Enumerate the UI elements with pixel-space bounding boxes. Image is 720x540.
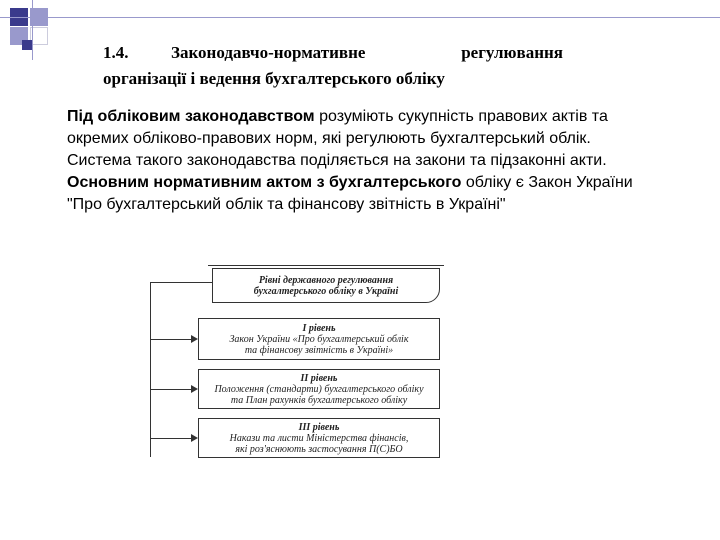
level-1-box [198, 318, 440, 360]
connector-level-3 [150, 438, 191, 439]
arrow-level-1 [191, 335, 198, 343]
p2-bold-1: Основним нормативним актом з [67, 174, 325, 191]
level-3-box [198, 418, 440, 458]
header-line-2: бухгалтерського обліку в Україні [253, 286, 399, 297]
level-2-box [198, 369, 440, 409]
p1-bold: Під обліковим законодавством [67, 108, 315, 125]
p1-rest: розуміють сукупність правових актів та окремих обліково-правових норм, які регулюють бухгалтерський облік. Система такого законодавства поділяється на закони та підзаконні акти. [67, 108, 608, 169]
title-part-b: регулювання [461, 43, 563, 62]
decor-horizontal-line [0, 17, 720, 18]
paragraph-2 [67, 172, 637, 216]
title-part-a: Законодавчо-нормативне [171, 43, 366, 62]
level-2-line-2: та План рахунків бухгалтерського обліку [230, 395, 408, 406]
decor-vertical-line [32, 0, 33, 60]
arrow-level-3 [191, 434, 198, 442]
level-3-title: ІІІ рівень [298, 422, 340, 433]
connector-top [150, 282, 212, 283]
p2-rest: обліку є Закон України "Про бухгалтерський облік та фінансову звітність в Україні" [67, 174, 633, 213]
level-3-line-1: Накази та листи Міністерства фінансів, [229, 433, 409, 444]
diagram-header-box [212, 268, 440, 303]
decor-square-small [22, 40, 32, 50]
level-3-line-2: які роз'яснюють застосування П(С)БО [235, 444, 403, 455]
bracket-line [150, 282, 151, 457]
arrow-level-2 [191, 385, 198, 393]
connector-level-2 [150, 389, 191, 390]
level-1-line-1: Закон України «Про бухгалтерський облік [229, 334, 409, 345]
regulation-levels-diagram [150, 262, 450, 462]
level-1-line-2: та фінансову звітність в Україні» [244, 345, 394, 356]
title-line-2: організації і ведення бухгалтерського обліку [103, 69, 445, 88]
connector-level-1 [150, 339, 191, 340]
p2-bold-2: бухгалтерського [329, 174, 462, 191]
body-text [67, 106, 637, 216]
paragraph-1 [67, 106, 637, 172]
section-number: 1.4. [103, 43, 129, 62]
level-2-line-1: Положення (стандарти) бухгалтерського обліку [214, 384, 424, 395]
level-1-title: І рівень [302, 323, 336, 334]
level-2-title: ІІ рівень [300, 373, 338, 384]
header-line-1: Рівні державного регулювання [258, 275, 394, 286]
slide-title [103, 40, 563, 92]
